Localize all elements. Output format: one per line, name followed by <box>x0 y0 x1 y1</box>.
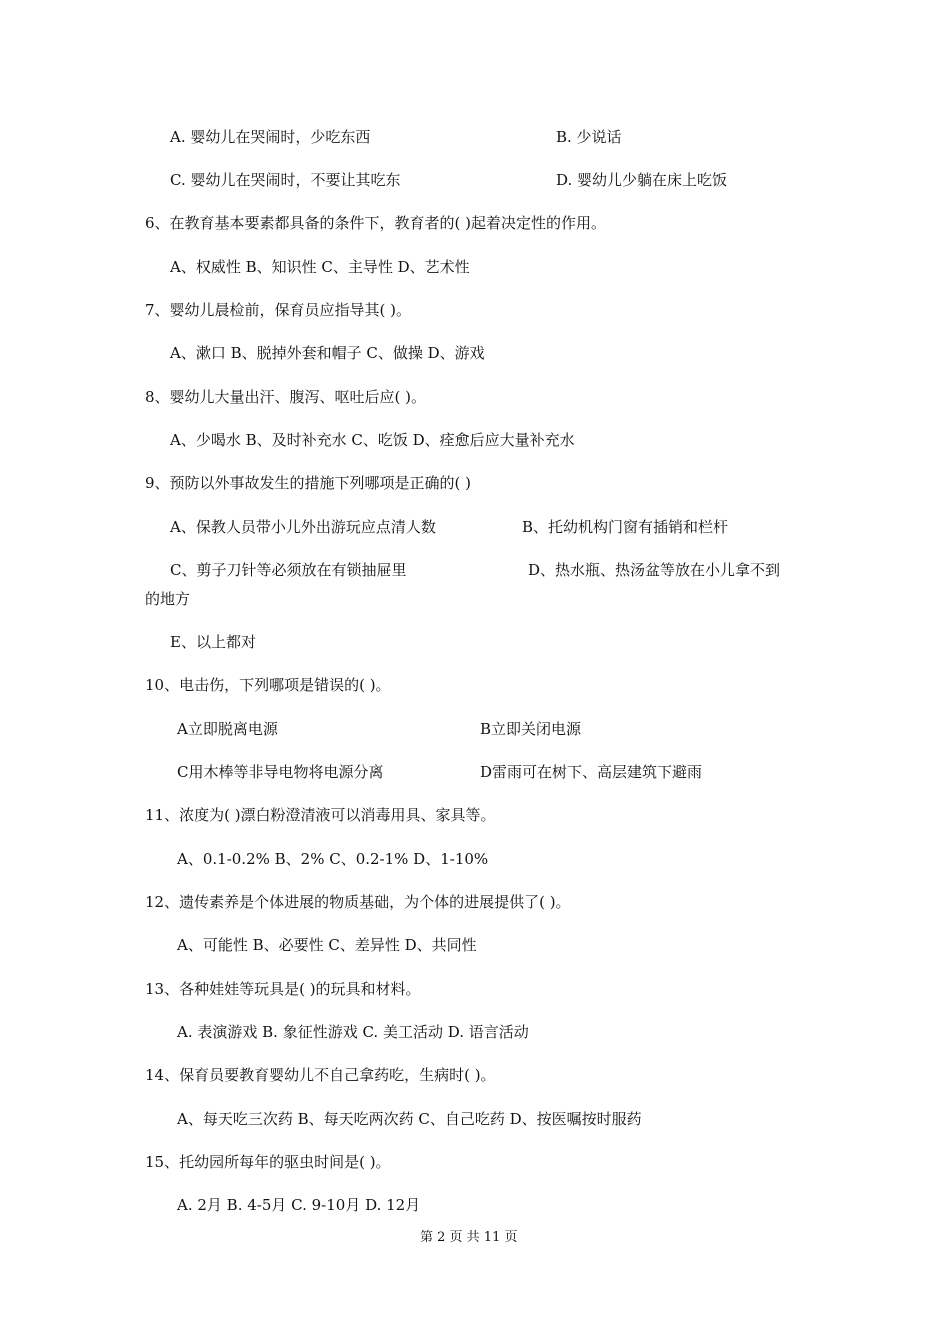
question-10: 10、电击伤，下列哪项是错误的( )。 <box>145 676 391 694</box>
q9-option-b: B、托幼机构门窗有插销和栏杆 <box>522 518 729 536</box>
q10-option-a: A立即脱离电源 <box>177 720 278 738</box>
question-7-options: A、漱口 B、脱掉外套和帽子 C、做操 D、游戏 <box>170 344 485 362</box>
q10-option-b: B立即关闭电源 <box>480 720 582 738</box>
q5-option-b: B. 少说话 <box>556 128 622 146</box>
question-15-options: A. 2月 B. 4-5月 C. 9-10月 D. 12月 <box>177 1196 421 1214</box>
question-6: 6、在教育基本要素都具备的条件下，教育者的( )起着决定性的作用。 <box>145 214 607 232</box>
question-13-options: A. 表演游戏 B. 象征性游戏 C. 美工活动 D. 语言活动 <box>177 1023 529 1041</box>
question-13: 13、各种娃娃等玩具是( )的玩具和材料。 <box>145 980 421 998</box>
question-11-options: A、0.1-0.2% B、2% C、0.2-1% D、1-10% <box>177 850 489 868</box>
question-11: 11、浓度为( )漂白粉澄清液可以消毒用具、家具等。 <box>145 806 496 824</box>
question-7: 7、婴幼儿晨检前，保育员应指导其( )。 <box>145 301 412 319</box>
q9-option-c: C、剪子刀针等必须放在有锁抽屉里 <box>170 561 407 579</box>
question-9: 9、预防以外事故发生的措施下列哪项是正确的( ) <box>145 474 472 492</box>
question-12: 12、遗传素养是个体进展的物质基础，为个体的进展提供了( )。 <box>145 893 571 911</box>
q9-option-e: E、以上都对 <box>170 633 256 651</box>
question-6-options: A、权威性 B、知识性 C、主导性 D、艺术性 <box>170 258 470 276</box>
question-12-options: A、可能性 B、必要性 C、差异性 D、共同性 <box>177 936 477 954</box>
q10-option-d: D雷雨可在树下、高层建筑下避雨 <box>480 763 703 781</box>
q5-option-d: D. 婴幼儿少躺在床上吃饭 <box>556 171 728 189</box>
q10-option-c: C用木棒等非导电物将电源分离 <box>177 763 384 781</box>
q9-option-d-continued: 的地方 <box>145 590 191 608</box>
question-14: 14、保育员要教育婴幼儿不自己拿药吃，生病时( )。 <box>145 1066 496 1084</box>
question-15: 15、托幼园所每年的驱虫时间是( )。 <box>145 1153 391 1171</box>
q9-option-a: A、保教人员带小儿外出游玩应点清人数 <box>170 518 436 536</box>
q9-option-d: D、热水瓶、热汤盆等放在小儿拿不到 <box>528 561 781 579</box>
q5-option-a: A. 婴幼儿在哭闹时，少吃东西 <box>170 128 371 146</box>
question-8: 8、婴幼儿大量出汗、腹泻、呕吐后应( )。 <box>145 388 427 406</box>
question-14-options: A、每天吃三次药 B、每天吃两次药 C、自己吃药 D、按医嘱按时服药 <box>177 1110 642 1128</box>
page-footer: 第 2 页 共 11 页 <box>420 1230 518 1245</box>
question-8-options: A、少喝水 B、及时补充水 C、吃饭 D、痊愈后应大量补充水 <box>170 431 575 449</box>
q5-option-c: C. 婴幼儿在哭闹时，不要让其吃东 <box>170 171 401 189</box>
